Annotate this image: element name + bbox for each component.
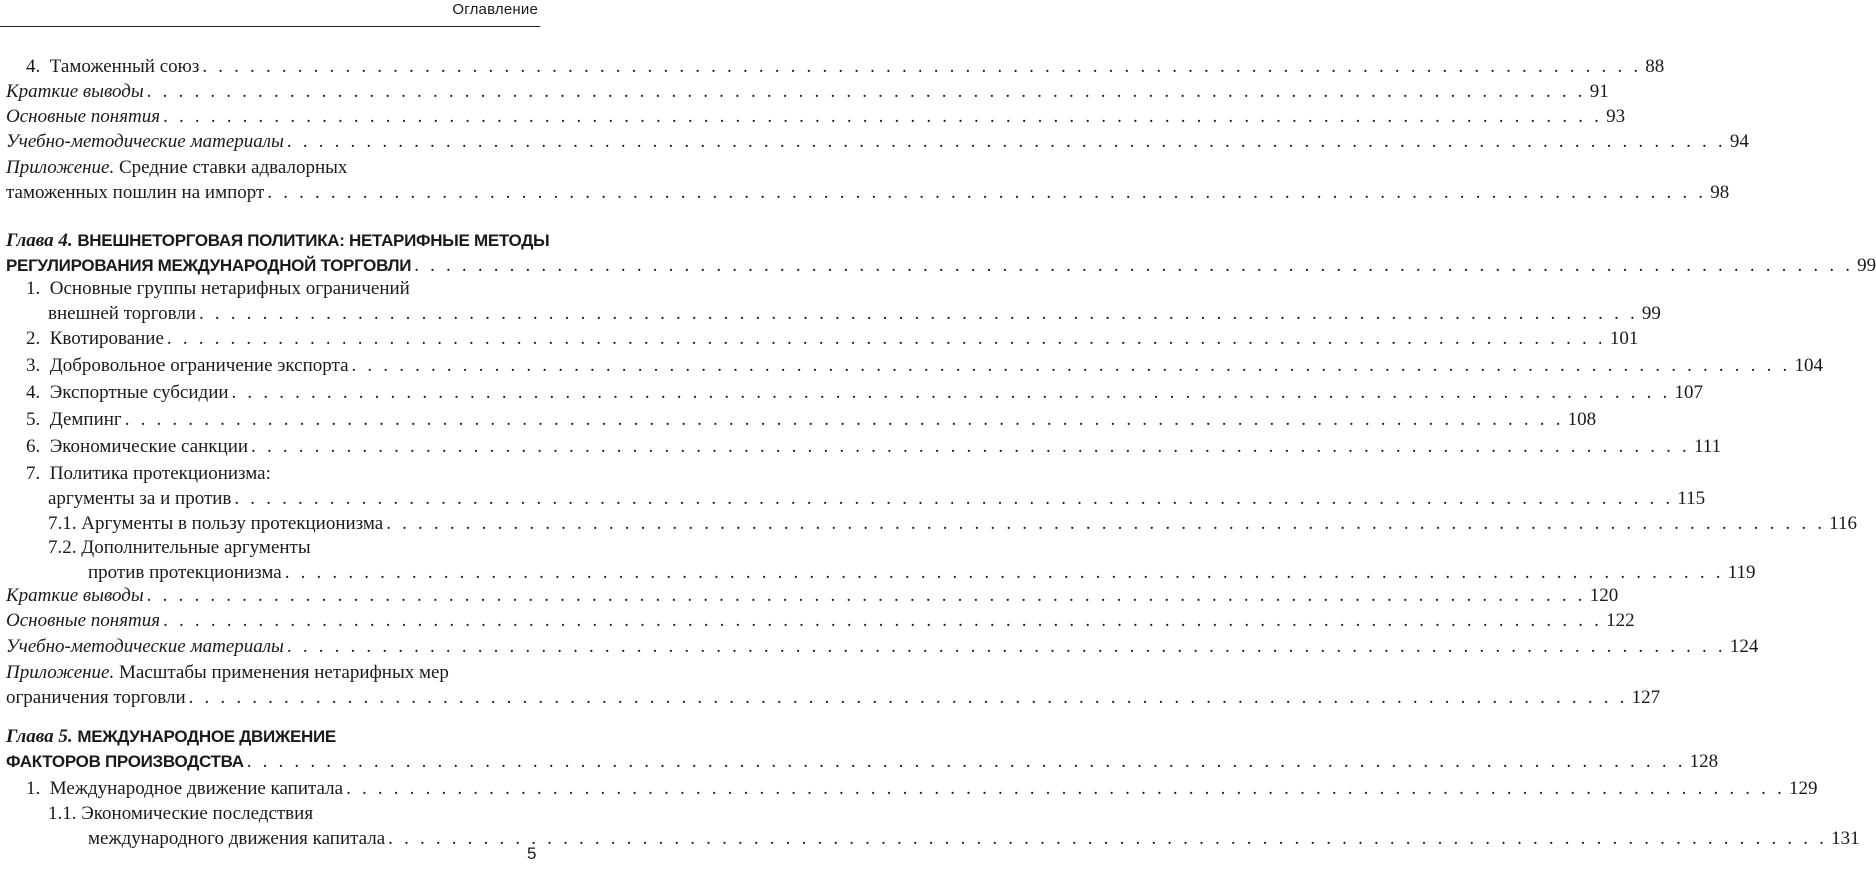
dot-leader: . . . . . . . . . . . . . . . . . . . . . . . . . . . . . . . . . . . . . . . . . . . . . . . . . . . . . . . . . . . . . . . . . . . . . . . . . . . . . . . . . . . . . . . . . . . bbox=[202, 56, 1642, 77]
chapter-heading[interactable] bbox=[6, 228, 1876, 278]
entry-number: 2. bbox=[26, 328, 41, 349]
page-ref: 101 bbox=[1609, 328, 1639, 349]
entry-title: Основные понятия bbox=[6, 106, 161, 127]
page-ref: 131 bbox=[1831, 828, 1860, 849]
entry-label: Приложение. bbox=[6, 662, 115, 683]
entry-title: Дополнительные аргументы bbox=[81, 537, 311, 558]
page-ref: 124 bbox=[1729, 636, 1759, 657]
page-ref: 111 bbox=[1694, 436, 1722, 457]
entry-number: 7.2. bbox=[48, 537, 77, 558]
toc-entry[interactable] bbox=[26, 776, 1818, 801]
header-rule bbox=[0, 26, 540, 27]
entry-title-continued: таможенных пошлин на импорт bbox=[6, 182, 265, 203]
entry-number: 1.1. bbox=[48, 803, 77, 824]
entry-title: Экспортные субсидии bbox=[49, 382, 229, 403]
dot-leader: . . . . . . . . . . . . . . . . . . . . . . . . . . . . . . . . . . . . . . . . . . . . . . . . . . . . . . . . . . . . . . . . . . . . . . . . . . . . . . . . . . . . . . . . . . . bbox=[188, 687, 1628, 708]
toc-entry[interactable] bbox=[6, 608, 1635, 633]
entry-title-continued: ограничения торговли bbox=[6, 687, 186, 708]
chapter-title: ВНЕШНЕТОРГОВАЯ ПОЛИТИКА: НЕТАРИФНЫЕ МЕТОДЫ bbox=[77, 231, 550, 250]
page-number: 5 bbox=[527, 844, 537, 863]
entry-title: Учебно-методические материалы bbox=[6, 636, 284, 657]
entry-title: Таможенный союз bbox=[49, 56, 200, 77]
entry-title: Основные понятия bbox=[6, 610, 161, 631]
dot-leader: . . . . . . . . . . . . . . . . . . . . . . . . . . . . . . . . . . . . . . . . . . . . . . . . . . . . . . . . . . . . . . . . . . . . . . . . . . . . . . . . . . . . . . . . . . . bbox=[146, 81, 1586, 102]
page-ref: 120 bbox=[1589, 585, 1619, 606]
page-ref: 94 bbox=[1729, 131, 1749, 152]
dot-leader: . . . . . . . . . . . . . . . . . . . . . . . . . . . . . . . . . . . . . . . . . . . . . . . . . . . . . . . . . . . . . . . . . . . . . . . . . . . . . . . . . . . . . . . . . . . bbox=[234, 488, 1674, 509]
toc-entry[interactable] bbox=[26, 54, 1665, 79]
toc-entry[interactable] bbox=[6, 104, 1626, 129]
page-ref: 91 bbox=[1589, 81, 1609, 102]
entry-title: Основные группы нетарифных ограничений bbox=[49, 278, 410, 299]
dot-leader: . . . . . . . . . . . . . . . . . . . . . . . . . . . . . . . . . . . . . . . . . . . . . . . . . . . . . . . . . . . . . . . . . . . . . . . . . . . . . . . . . . . . . . . . . . . bbox=[146, 585, 1586, 606]
toc-entry[interactable] bbox=[6, 634, 1759, 659]
dot-leader: . . . . . . . . . . . . . . . . . . . . . . . . . . . . . . . . . . . . . . . . . . . . . . . . . . . . . . . . . . . . . . . . . . . . . . . . . . . . . . . . . . . . . . . . . . . bbox=[231, 382, 1671, 403]
entry-title-continued: внешней торговли bbox=[48, 303, 196, 324]
entry-number: 1. bbox=[26, 778, 41, 799]
entry-title: Политика протекционизма: bbox=[49, 463, 271, 484]
toc-entry[interactable] bbox=[26, 407, 1597, 432]
entry-number: 4. bbox=[26, 382, 41, 403]
page-ref: 99 bbox=[1857, 255, 1876, 276]
page-ref: 107 bbox=[1674, 382, 1703, 403]
page-ref: 99 bbox=[1641, 303, 1661, 324]
dot-leader: . . . . . . . . . . . . . . . . . . . . . . . . . . . . . . . . . . . . . . . . . . . . . . . . . . . . . . . . . . . . . . . . . . . . . . . . . . . . . . . . . . . . . . . . . . . bbox=[267, 182, 1707, 203]
page-ref: 128 bbox=[1689, 751, 1719, 772]
entry-title: Международное движение капитала bbox=[49, 778, 344, 799]
page-ref: 104 bbox=[1794, 355, 1823, 376]
chapter-title: МЕЖДУНАРОДНОЕ ДВИЖЕНИЕ bbox=[77, 727, 336, 746]
toc-entry[interactable] bbox=[6, 129, 1749, 154]
page-ref: 93 bbox=[1606, 106, 1626, 127]
entry-title: Добровольное ограничение экспорта bbox=[49, 355, 349, 376]
entry-number: 4. bbox=[26, 56, 41, 77]
chapter-title-continued: ФАКТОРОВ ПРОИЗВОДСТВА bbox=[6, 752, 244, 771]
toc-entry[interactable] bbox=[6, 583, 1619, 608]
entry-number: 7. bbox=[26, 463, 41, 484]
page-ref: 129 bbox=[1789, 778, 1818, 799]
page-ref: 116 bbox=[1829, 513, 1857, 534]
dot-leader: . . . . . . . . . . . . . . . . . . . . . . . . . . . . . . . . . . . . . . . . . . . . . . . . . . . . . . . . . . . . . . . . . . . . . . . . . . . . . . . . . . . . . . . . . . . bbox=[124, 409, 1564, 430]
entry-title: Экономические санкции bbox=[49, 436, 249, 457]
entry-title: Масштабы применения нетарифных мер bbox=[118, 662, 449, 683]
chapter-label: Глава 5. bbox=[6, 726, 73, 747]
chapter-title-continued: РЕГУЛИРОВАНИЯ МЕЖДУНАРОДНОЙ ТОРГОВЛИ bbox=[6, 256, 412, 275]
dot-leader: . . . . . . . . . . . . . . . . . . . . . . . . . . . . . . . . . . . . . . . . . . . . . . . . . . . . . . . . . . . . . . . . . . . . . . . . . . . . . . . . . . . . . . . . . . . bbox=[198, 303, 1638, 324]
dot-leader: . . . . . . . . . . . . . . . . . . . . . . . . . . . . . . . . . . . . . . . . . . . . . . . . . . . . . . . . . . . . . . . . . . . . . . . . . . . . . . . . . . . . . . . . . . . bbox=[284, 562, 1724, 583]
dot-leader: . . . . . . . . . . . . . . . . . . . . . . . . . . . . . . . . . . . . . . . . . . . . . . . . . . . . . . . . . . . . . . . . . . . . . . . . . . . . . . . . . . . . . . . . . . . bbox=[251, 436, 1690, 457]
toc-entry[interactable] bbox=[48, 535, 1756, 585]
entry-title: Краткие выводы bbox=[6, 81, 144, 102]
page-ref: 98 bbox=[1710, 182, 1730, 203]
entry-title: Аргументы в пользу протекционизма bbox=[81, 513, 384, 534]
toc-entry[interactable] bbox=[48, 511, 1857, 536]
page-ref: 108 bbox=[1567, 409, 1597, 430]
toc-entry[interactable] bbox=[26, 326, 1639, 351]
page-ref: 88 bbox=[1645, 56, 1665, 77]
dot-leader: . . . . . . . . . . . . . . . . . . . . . . . . . . . . . . . . . . . . . . . . . . . . . . . . . . . . . . . . . . . . . . . . . . . . . . . . . . . . . . . . . . . . . . . . . . . bbox=[351, 355, 1791, 376]
dot-leader: . . . . . . . . . . . . . . . . . . . . . . . . . . . . . . . . . . . . . . . . . . . . . . . . . . . . . . . . . . . . . . . . . . . . . . . . . . . . . . . . . . . . . . . . . . . bbox=[246, 751, 1686, 772]
entry-label: Приложение. bbox=[6, 157, 115, 178]
page-ref: 119 bbox=[1727, 562, 1756, 583]
entry-number: 3. bbox=[26, 355, 41, 376]
toc-entry[interactable] bbox=[26, 434, 1722, 459]
toc-entry[interactable] bbox=[26, 353, 1823, 378]
entry-number: 5. bbox=[26, 409, 41, 430]
page-ref: 127 bbox=[1631, 687, 1661, 708]
dot-leader: . . . . . . . . . . . . . . . . . . . . . . . . . . . . . . . . . . . . . . . . . . . . . . . . . . . . . . . . . . . . . . . . . . . . . . . . . . . . . . . . . . . . . . . . . . . bbox=[286, 636, 1726, 657]
entry-number: 7.1. bbox=[48, 513, 77, 534]
dot-leader: . . . . . . . . . . . . . . . . . . . . . . . . . . . . . . . . . . . . . . . . . . . . . . . . . . . . . . . . . . . . . . . . . . . . . . . . . . . . . . . . . . . . . . . . . . . bbox=[414, 255, 1854, 276]
dot-leader: . . . . . . . . . . . . . . . . . . . . . . . . . . . . . . . . . . . . . . . . . . . . . . . . . . . . . . . . . . . . . . . . . . . . . . . . . . . . . . . . . . . . . . . . . . . bbox=[388, 828, 1828, 849]
dot-leader: . . . . . . . . . . . . . . . . . . . . . . . . . . . . . . . . . . . . . . . . . . . . . . . . . . . . . . . . . . . . . . . . . . . . . . . . . . . . . . . . . . . . . . . . . . . bbox=[163, 106, 1603, 127]
dot-leader: . . . . . . . . . . . . . . . . . . . . . . . . . . . . . . . . . . . . . . . . . . . . . . . . . . . . . . . . . . . . . . . . . . . . . . . . . . . . . . . . . . . . . . . . . . . bbox=[346, 778, 1786, 799]
page-ref: 115 bbox=[1677, 488, 1706, 509]
chapter-heading[interactable] bbox=[6, 724, 1719, 774]
entry-title-continued: против протекционизма bbox=[88, 562, 282, 583]
running-head: Оглавление bbox=[452, 1, 538, 18]
entry-number: 6. bbox=[26, 436, 41, 457]
dot-leader: . . . . . . . . . . . . . . . . . . . . . . . . . . . . . . . . . . . . . . . . . . . . . . . . . . . . . . . . . . . . . . . . . . . . . . . . . . . . . . . . . . . . . . . . . . . bbox=[286, 131, 1726, 152]
entry-title-continued: международного движения капитала bbox=[88, 828, 386, 849]
toc-entry[interactable] bbox=[6, 79, 1609, 104]
entry-title-continued: аргументы за и против bbox=[48, 488, 232, 509]
entry-title: Краткие выводы bbox=[6, 585, 144, 606]
toc-entry[interactable] bbox=[6, 660, 1661, 710]
dot-leader: . . . . . . . . . . . . . . . . . . . . . . . . . . . . . . . . . . . . . . . . . . . . . . . . . . . . . . . . . . . . . . . . . . . . . . . . . . . . . . . . . . . . . . . . . . . bbox=[163, 610, 1603, 631]
entry-title: Демпинг bbox=[49, 409, 122, 430]
toc-entry[interactable] bbox=[26, 380, 1703, 405]
entry-title: Квотирование bbox=[49, 328, 164, 349]
page-ref: 122 bbox=[1606, 610, 1635, 631]
toc-entry[interactable] bbox=[48, 801, 1860, 851]
dot-leader: . . . . . . . . . . . . . . . . . . . . . . . . . . . . . . . . . . . . . . . . . . . . . . . . . . . . . . . . . . . . . . . . . . . . . . . . . . . . . . . . . . . . . . . . . . . bbox=[166, 328, 1606, 349]
entry-number: 1. bbox=[26, 278, 41, 299]
chapter-label: Глава 4. bbox=[6, 230, 73, 251]
dot-leader: . . . . . . . . . . . . . . . . . . . . . . . . . . . . . . . . . . . . . . . . . . . . . . . . . . . . . . . . . . . . . . . . . . . . . . . . . . . . . . . . . . . . . . . . . . . bbox=[386, 513, 1826, 534]
entry-title: Средние ставки адвалорных bbox=[118, 157, 348, 178]
toc-entry[interactable] bbox=[26, 461, 1706, 511]
toc-entry[interactable] bbox=[26, 276, 1661, 326]
entry-title: Учебно-методические материалы bbox=[6, 131, 284, 152]
toc-entry[interactable] bbox=[6, 155, 1730, 205]
entry-title: Экономические последствия bbox=[81, 803, 314, 824]
